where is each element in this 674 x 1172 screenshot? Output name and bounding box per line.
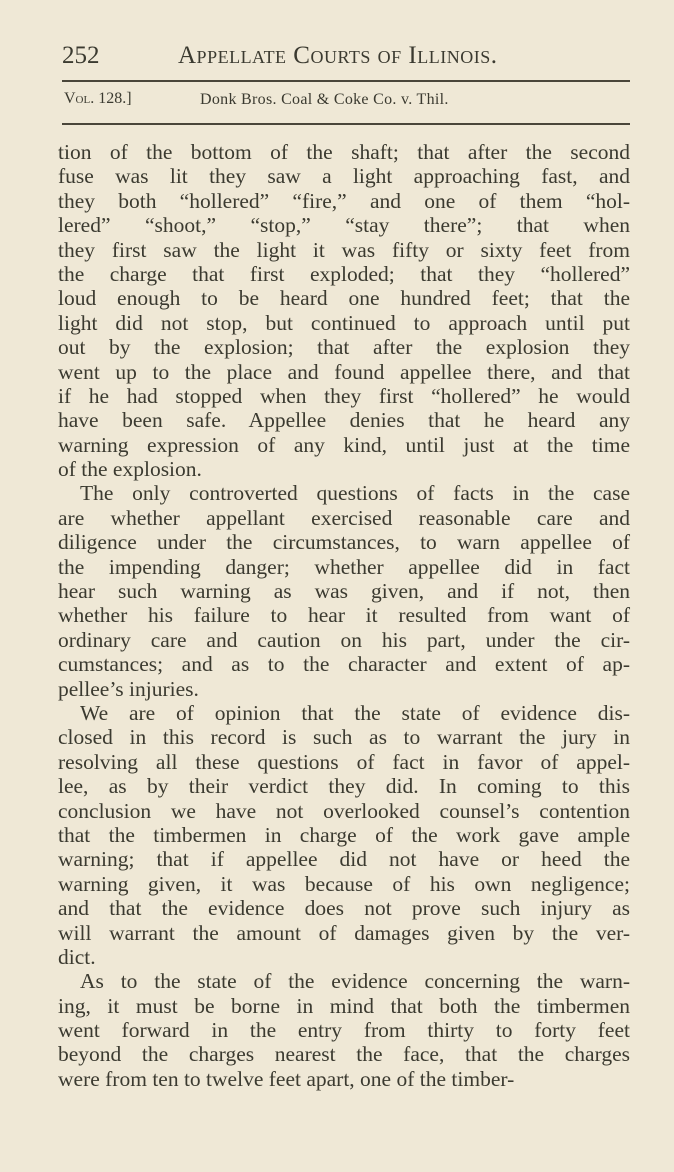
paragraph [58,969,630,1091]
text-line: ing, it must be borne in mind that both the timbermen [58,993,630,1018]
paragraph [58,481,630,701]
text-line: are whether appellant exercised reasonable care and [58,505,630,530]
paragraph [58,140,630,481]
text-line: dict. [58,944,96,969]
text-line: the charge that first exploded; that they “hollered” [58,261,630,286]
text-line: went forward in the entry from thirty to forty feet [58,1018,630,1043]
text-line: closed in this record is such as to warrant the jury in [58,725,630,750]
text-line: if he had stopped when they first “hollered” he would [58,383,630,408]
text-line: light did not stop, but continued to approach until put [58,310,630,335]
page-body [58,140,630,1091]
text-line: and that the evidence does not prove such injury as [58,896,630,921]
volume-label: Vol. 128.] [64,90,132,107]
text-line: have been safe. Appellee denies that he heard any [58,408,630,433]
text-line: hear such warning as was given, and if not, then [58,579,630,604]
text-line: resolving all these questions of fact in favor of appel- [58,749,630,774]
text-line: fuse was lit they saw a light approaching fast, and [58,164,630,189]
paragraph [58,701,630,969]
header-rule-top [62,80,630,82]
text-line: warning; that if appellee did not have or heed the [58,847,630,872]
text-line: lee, as by their verdict they did. In coming to this [58,774,630,799]
text-line: conclusion we have not overlooked counsel’s contention [58,798,630,823]
case-name: Donk Bros. Coal & Coke Co. v. Thil. [200,91,449,108]
text-line: will warrant the amount of damages given by the ver- [58,920,630,945]
text-line: lered” “shoot,” “stop,” “stay there”; that when [58,213,630,238]
text-line: warning expression of any kind, until just at the time [58,432,630,457]
running-title: Appellate Courts of Illinois. [178,42,498,69]
page-number: 252 [62,42,100,69]
text-line: beyond the charges nearest the face, that the charges [58,1042,630,1067]
text-line: diligence under the circumstances, to warn appellee of [58,530,630,555]
text-line: cumstances; and as to the character and extent of ap- [58,652,630,677]
text-line: tion of the bottom of the shaft; that after the second [58,140,630,164]
text-line: they both “hollered” “fire,” and one of them “hol- [58,188,630,213]
text-line: The only controverted questions of facts in the case [80,481,630,506]
text-line: As to the state of the evidence concerning the warn- [80,969,630,994]
text-line: We are of opinion that the state of evidence dis- [80,700,630,725]
text-line: loud enough to be heard one hundred feet; that the [58,286,630,311]
header-rule-bottom [62,123,630,125]
text-line: that the timbermen in charge of the work gave ample [58,822,630,847]
text-line: they first saw the light it was fifty or sixty feet from [58,237,630,262]
text-line: whether his failure to hear it resulted from want of [58,603,630,628]
text-line: were from ten to twelve feet apart, one of the timber- [58,1066,515,1091]
text-line: ordinary care and caution on his part, under the cir- [58,627,630,652]
text-line: of the explosion. [58,457,202,482]
text-line: warning given, it was because of his own negligence; [58,871,630,896]
text-line: went up to the place and found appellee there, and that [58,359,630,384]
text-line: the impending danger; whether appellee did in fact [58,554,630,579]
text-line: out by the explosion; that after the explosion they [58,335,630,360]
text-line: pellee’s injuries. [58,676,199,701]
